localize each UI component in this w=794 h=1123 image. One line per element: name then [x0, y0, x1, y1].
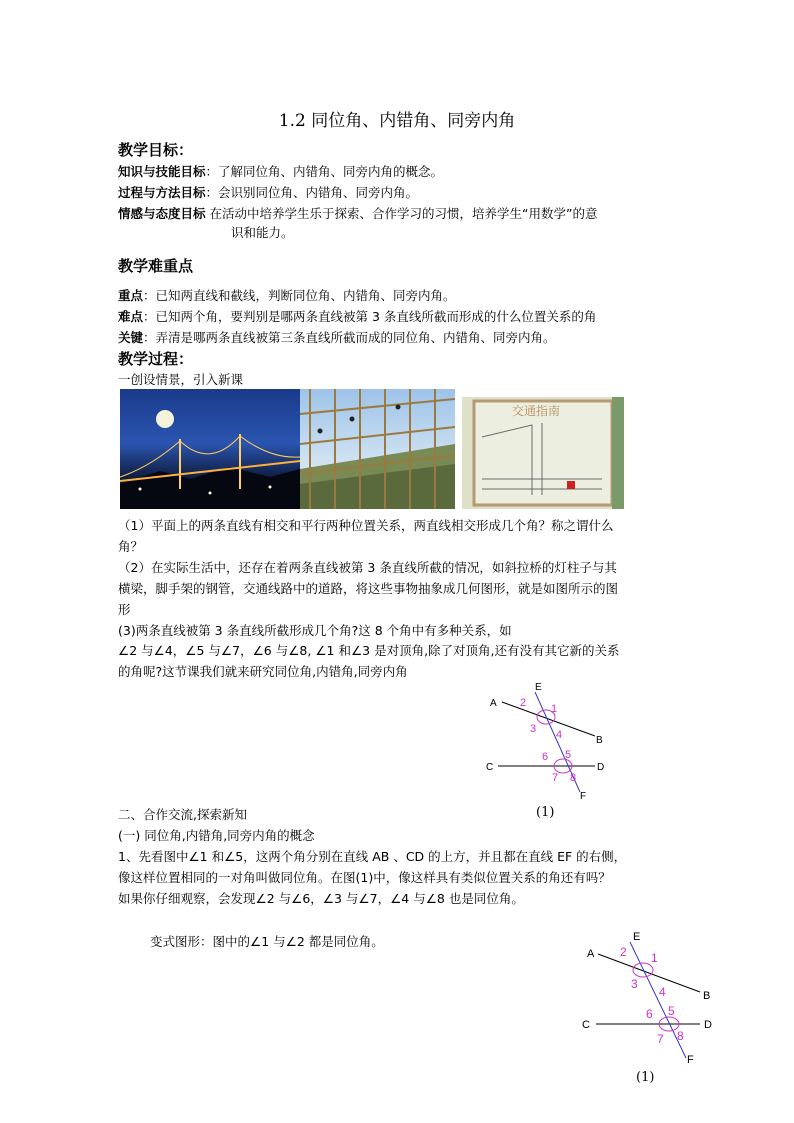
process-paragraph: 的角呢?这节课我们就来研究同位角,内错角,同旁内角	[118, 664, 408, 679]
point-label: C	[582, 1019, 590, 1031]
scaffold-photo	[300, 389, 455, 509]
angle-label: 4	[659, 985, 666, 999]
variant-text: 变式图形：图中的∠1 与∠2 都是同位角。	[150, 934, 384, 949]
angle-label: 7	[552, 772, 559, 784]
figure-caption: (1)	[536, 805, 555, 820]
process-paragraph: (3)两条直线被第 3 条直线所截形成几个角?这 8 个角中有多种关系，如	[118, 623, 512, 638]
angle-label: 6	[542, 751, 549, 763]
section2-paragraph: 如果你仔细观察，会发现∠2 与∠6，∠3 与∠7，∠4 与∠8 也是同位角。	[118, 891, 524, 906]
key-point-text: ：已知两直线和截线，判断同位角、内错角、同旁内角。	[143, 288, 456, 303]
bridge-photo	[120, 389, 300, 509]
process-paragraph: 横梁，脚手架的钢管，交通线路中的道路，将这些事物抽象成几何图形，就是如图所示的图	[118, 581, 619, 596]
key-point-difficulty	[118, 307, 596, 325]
objective-label: 情感与态度目标	[118, 206, 206, 221]
point-label: B	[596, 735, 603, 746]
bridge-illustration	[120, 389, 300, 509]
angle-label: 5	[565, 749, 572, 761]
key-point-label: 难点	[118, 309, 144, 324]
angle-label: 4	[556, 729, 563, 741]
objective-label: 知识与技能目标	[118, 164, 206, 179]
figure-1	[480, 680, 620, 805]
process-paragraph: （1）平面上的两条直线有相交和平行两种位置关系，两直线相交形成几个角？称之谓什么	[118, 518, 614, 533]
section2-paragraph: 像这样位置相同的一对角叫做同位角。在图(1)中，像这样具有类似位置关系的角还有吗？	[118, 870, 611, 885]
point-label: E	[535, 682, 542, 693]
process-paragraph: 角？	[118, 539, 144, 554]
angle-label: 2	[620, 945, 627, 959]
key-point-label: 重点	[118, 288, 144, 303]
angle-label: 3	[530, 723, 537, 735]
point-label: D	[597, 762, 605, 773]
point-label: F	[580, 791, 587, 802]
process-paragraph: 形	[118, 602, 131, 617]
angle-label: 5	[668, 1004, 675, 1018]
process-paragraph: ∠2 与∠4，∠5 与∠7，∠6 与∠8, ∠1 和∠3 是对顶角,除了对顶角,还有没有其它新的关系	[118, 643, 620, 658]
objective-knowledge	[118, 162, 443, 180]
objective-text: ：会识别同位角、内错角、同旁内角。	[205, 185, 419, 200]
objective-text: 在活动中培养学生乐于探索、合作学习的习惯，培养学生“用数学”的意	[205, 206, 598, 221]
point-label: B	[703, 990, 711, 1002]
angle-label: 8	[570, 772, 577, 784]
key-point-key	[118, 328, 556, 346]
point-label: C	[486, 762, 494, 773]
traffic-map-illustration	[462, 397, 624, 509]
objective-label: 过程与方法目标	[118, 185, 206, 200]
point-label: F	[687, 1054, 694, 1066]
key-point-text: ：弄清是哪两条直线被第三条直线所截而成的同位角、内错角、同旁内角。	[143, 330, 556, 345]
angle-label: 1	[651, 951, 658, 965]
objective-emotion	[118, 204, 597, 222]
section2-heading: 二、合作交流,探索新知	[118, 807, 247, 822]
key-point-text: ：已知两个角，要判别是哪两条直线被第 3 条直线所截而形成的什么位置关系的角	[143, 309, 597, 324]
objective-process	[118, 183, 418, 201]
figure-2	[578, 932, 728, 1067]
point-label: E	[633, 932, 641, 943]
objective-text: ：了解同位角、内错角、同旁内角的概念。	[205, 164, 444, 179]
angle-label: 2	[520, 697, 527, 709]
key-points-heading: 教学难重点	[118, 257, 194, 275]
point-label: A	[587, 948, 595, 960]
objectives-heading: 教学目标：	[118, 141, 194, 159]
angle-label: 8	[677, 1029, 684, 1043]
process-heading: 教学过程：	[118, 350, 194, 368]
point-label: D	[704, 1019, 712, 1031]
objective-text-continued: 识和能力。	[231, 225, 294, 240]
process-paragraph: （2）在实际生活中，还存在着两条直线被第 3 条直线所截的情况，如斜拉桥的灯柱子与其	[118, 560, 617, 575]
angle-label: 3	[631, 977, 638, 991]
angle-label: 1	[551, 703, 558, 715]
sign-title: 交通指南	[512, 404, 561, 418]
scaffold-illustration	[300, 389, 455, 509]
section2-paragraph: 1、先看图中∠1 和∠5，这两个角分别在直线 AB 、CD 的上方，并且都在直线 EF 的右侧，	[118, 849, 627, 864]
angle-label: 7	[657, 1032, 664, 1046]
line-ab	[598, 954, 700, 992]
process-intro: 一创设情景，引入新课	[118, 372, 244, 387]
point-label: A	[490, 698, 497, 709]
line-ab	[502, 702, 595, 736]
page-title: 1.2 同位角、内错角、同旁内角	[278, 111, 516, 131]
figure-caption: (1)	[636, 1070, 655, 1085]
traffic-guide-photo	[462, 397, 624, 509]
section2-subheading: (一) 同位角,内错角,同旁内角的概念	[118, 828, 315, 843]
key-point-label: 关键	[118, 330, 144, 345]
angle-label: 6	[646, 1007, 653, 1021]
key-point-focus	[118, 286, 456, 304]
